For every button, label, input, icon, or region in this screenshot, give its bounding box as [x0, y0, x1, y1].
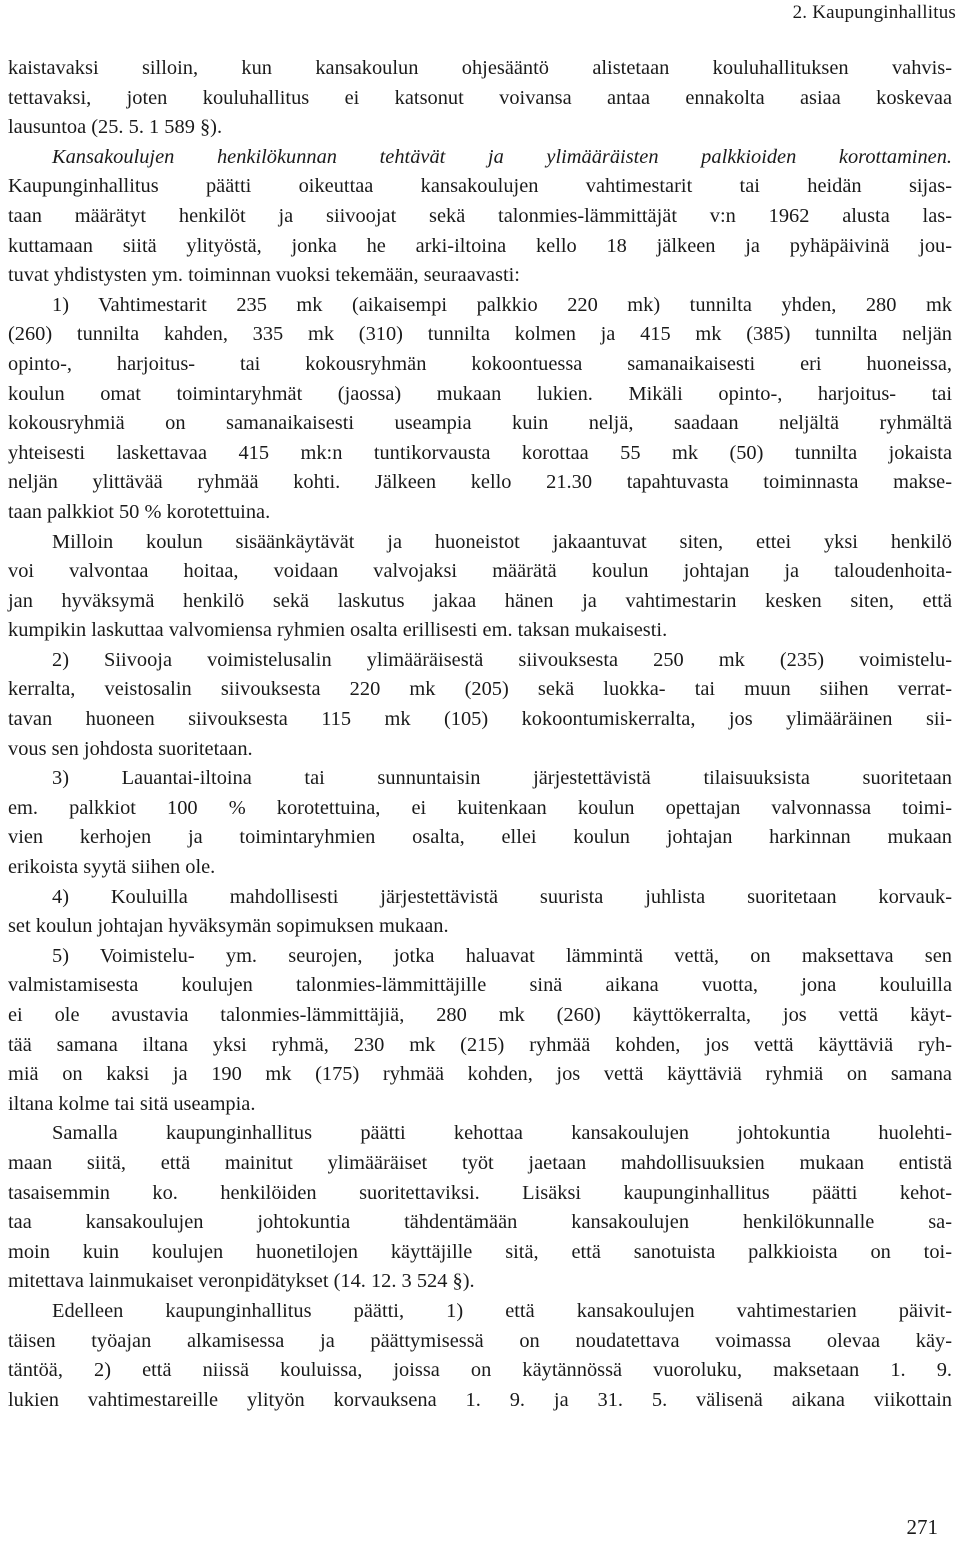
page-number: 271	[906, 1515, 938, 1539]
text-line: kuttamaan siitä ylityöstä, jonka he arki-iltoina kello 18 jälkeen ja pyhäpäivinä jou-	[8, 234, 952, 257]
text-line: Milloin koulun sisäänkäytävät ja huoneistot jakaantuvat siten, ettei yksi henkilö	[52, 530, 952, 553]
text-line: täisen työajan alkamisessa ja päättymisessä on noudatettava voimassa olevaa käy-	[8, 1329, 952, 1352]
text-line: taan palkkiot 50 % korotettuina.	[8, 500, 271, 523]
text-line: em. palkkiot 100 % korotettuina, ei kuitenkaan koulun opettajan valvonnassa toimi-	[8, 796, 952, 819]
text-line: kokousryhmiä on samanaikaisesti useampia kuin neljä, saadaan neljältä ryhmältä	[8, 412, 952, 435]
text-line: opinto-, harjoitus- tai kokousryhmän kokoontuessa samanaikaisesti eri huoneissa,	[8, 352, 952, 375]
text-line: kaistavaksi silloin, kun kansakoulun ohjesääntö alistetaan kouluhallituksen vahvis-	[8, 57, 952, 79]
text-line: 2) Siivooja voimistelusalin ylimääräisestä siivouksesta 250 mk (235) voimistelu-	[52, 648, 952, 671]
text-line: tavan huoneen siivouksesta 115 mk (105) kokoontumiskerralta, jos ylimääräinen sii-	[8, 708, 952, 731]
text-line: maan siitä, että mainitut ylimääräiset työt jaetaan mahdollisuuksien mukaan entistä	[8, 1151, 952, 1174]
body-text	[8, 54, 952, 1415]
text-line: jan hyväksymä henkilö sekä laskutus jakaa hänen ja vahtimestarin kesken siten, että	[8, 589, 952, 612]
text-line: tuvat yhdistysten ym. toiminnan vuoksi tekemään, seuraavasti:	[8, 264, 520, 287]
text-line: 3) Lauantai-iltoina tai sunnuntaisin järjestettävistä tilaisuuksista suoritetaan	[52, 767, 952, 790]
text-line: mitettava lainmukaiset veronpidätykset (14. 12. 3 524 §).	[8, 1270, 475, 1293]
text-line: tettavaksi, joten kouluhallitus ei katsonut voivansa antaa ennakolta asiaa koskevaa	[8, 86, 952, 109]
text-line: Edelleen kaupunginhallitus päätti, 1) että kansakoulujen vahtimestarien päivit-	[52, 1299, 952, 1322]
text-line: neljän ylittävää ryhmää kohti. Jälkeen kello 21.30 tapahtuvasta toiminnasta makse-	[8, 471, 952, 494]
text-line: 1) Vahtimestarit 235 mk (aikaisempi palkkio 220 mk) tunnilta yhden, 280 mk	[52, 293, 952, 316]
text-line: vien kerhojen ja toimintaryhmien osalta, ellei koulun johtajan harkinnan mukaan	[8, 826, 952, 849]
text-line: lausuntoa (25. 5. 1 589 §).	[8, 116, 223, 139]
text-line: erikoista syytä siihen ole.	[8, 856, 216, 879]
text-line: yhteisesti laskettavaa 415 mk:n tuntikorvausta korottaa 55 mk (50) tunnilta jokaista	[8, 441, 952, 464]
text-line: voi valvontaa hoitaa, voidaan valvojaksi määrätä koulun johtajan ja taloudenhoita-	[8, 560, 952, 583]
text-line: miä on kaksi ja 190 mk (175) ryhmää kohden, jos vettä käyttäviä ryhmiä on samana	[8, 1063, 952, 1086]
text-line: koulun omat toimintaryhmät (jaossa) mukaan lukien. Mikäli opinto-, harjoitus- tai	[8, 382, 952, 405]
text-line: tää samana iltana yksi ryhmä, 230 mk (215) ryhmää kohden, jos vettä käyttäviä ryh-	[8, 1033, 952, 1056]
text-line: iltana kolme tai sitä useampia.	[8, 1092, 256, 1115]
section-heading: Kansakoulujen henkilökunnan tehtävät ja ylimääräisten palkkioiden korottaminen.	[52, 145, 952, 168]
text-line: 5) Voimistelu- ym. seurojen, jotka haluavat lämmintä vettä, on maksettava sen	[52, 944, 952, 967]
text-line: täntöä, 2) että niissä kouluissa, joissa on käytännössä vuoroluku, maksetaan 1. 9.	[8, 1359, 952, 1382]
text-line: 4) Kouluilla mahdollisesti järjestettävistä suurista juhlista suoritetaan korvauk-	[52, 885, 952, 908]
text-line: valmistamisesta koulujen talonmies-lämmittäjille sinä aikana vuotta, jona kouluilla	[8, 974, 952, 997]
running-head: 2. Kaupunginhallitus	[792, 2, 956, 23]
text-line: taa kansakoulujen johtokuntia tähdentämään kansakoulujen henkilökunnalle sa-	[8, 1211, 952, 1234]
text-line: (260) tunnilta kahden, 335 mk (310) tunnilta kolmen ja 415 mk (385) tunnilta neljän	[8, 323, 952, 346]
text-line: Samalla kaupunginhallitus päätti kehottaa kansakoulujen johtokuntia huolehti-	[52, 1122, 952, 1145]
text-line: kumpikin laskuttaa valvomiensa ryhmien osalta erillisesti em. taksan mukaisesti.	[8, 619, 668, 642]
text-line: tasaisemmin ko. henkilöiden suoritettaviksi. Lisäksi kaupunginhallitus päätti kehot-	[8, 1181, 952, 1204]
text-line: Kaupunginhallitus päätti oikeuttaa kansakoulujen vahtimestarit tai heidän sijas-	[8, 175, 952, 198]
text-line: lukien vahtimestareille ylityön korvauksena 1. 9. ja 31. 5. välisenä aikana viikottain	[8, 1388, 952, 1411]
text-line: ei ole avustavia talonmies-lämmittäjiä, 280 mk (260) käyttökerralta, jos vettä käyt-	[8, 1004, 952, 1026]
text-line: taan määrätyt henkilöt ja siivoojat sekä talonmies-lämmittäjät v:n 1962 alusta las-	[8, 204, 952, 227]
text-line: set koulun johtajan hyväksymän sopimuksen mukaan.	[8, 915, 449, 938]
text-line: vous sen johdosta suoritetaan.	[8, 737, 253, 760]
text-line: kerralta, veistosalin siivouksesta 220 mk (205) sekä luokka- tai muun siihen verrat-	[8, 678, 952, 701]
text-line: moin kuin koulujen huonetilojen käyttäjille sitä, että sanotuista palkkioista on toi-	[8, 1240, 952, 1263]
